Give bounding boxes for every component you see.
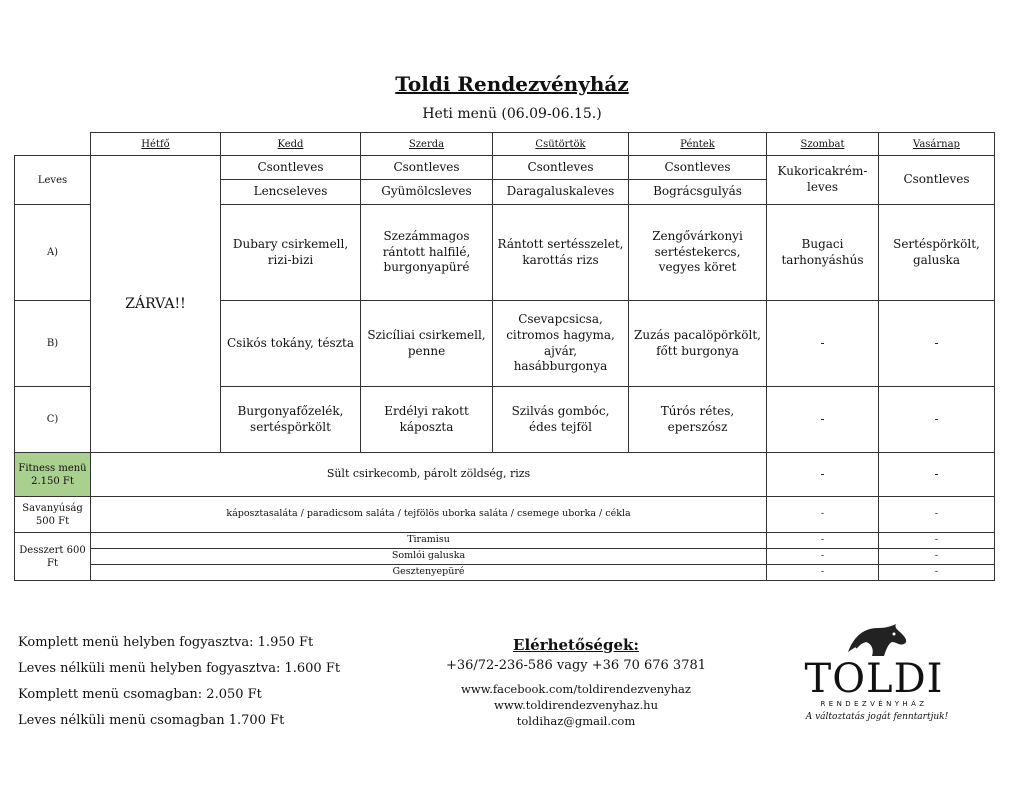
monday-closed: ZÁRVA!! <box>91 156 221 453</box>
menu-c-sunday: - <box>879 387 995 453</box>
dessert-2-saturday: - <box>767 549 879 565</box>
row-label-b: B) <box>15 301 91 387</box>
contact-phone: +36/72-236-586 vagy +36 70 676 3781 <box>445 658 707 673</box>
fitness-saturday: - <box>767 453 879 497</box>
fitness-sunday: - <box>879 453 995 497</box>
soup-tuesday-1: Csontleves <box>221 156 361 180</box>
table-row <box>15 497 995 533</box>
menu-c-friday: Túrós rétes, eperszósz <box>629 387 767 453</box>
soup-saturday: Kukoricakrém-leves <box>767 156 879 205</box>
header-empty-cell <box>15 133 91 156</box>
menu-b-friday: Zuzás pacalöpörkölt, főtt burgonya <box>629 301 767 387</box>
day-header-tuesday: Kedd <box>221 133 361 156</box>
contact-heading: Elérhetőségek: <box>513 636 639 654</box>
dessert-1-saturday: - <box>767 533 879 549</box>
weekly-menu-table <box>14 132 995 581</box>
table-row <box>15 156 995 180</box>
table-row <box>15 453 995 497</box>
contact-block <box>440 636 712 729</box>
menu-a-tuesday: Dubary csirkemell, rizi-bizi <box>221 205 361 301</box>
day-header-sunday: Vasárnap <box>879 133 995 156</box>
menu-c-tuesday: Burgonyafőzelék, sertéspörkölt <box>221 387 361 453</box>
menu-a-sunday: Sertéspörkölt, galuska <box>879 205 995 301</box>
soup-tuesday-2: Lencseleves <box>221 180 361 205</box>
dessert-2-sunday: - <box>879 549 995 565</box>
contact-facebook[interactable]: www.facebook.com/toldirendezvenyhaz <box>461 682 691 696</box>
page-title: Toldi Rendezvényház <box>395 72 629 96</box>
dessert-3-saturday: - <box>767 565 879 581</box>
price-complete-takeaway: Komplett menü csomagban: 2.050 Ft <box>18 687 262 702</box>
disclaimer-note: A változtatás jogát fenntartjuk! <box>805 712 949 722</box>
table-header-row <box>15 133 995 156</box>
day-header-friday: Péntek <box>629 133 767 156</box>
menu-b-tuesday: Csikós tokány, tészta <box>221 301 361 387</box>
row-label-a: A) <box>15 205 91 301</box>
row-label-pickles: Savanyúság 500 Ft <box>15 497 91 533</box>
day-header-monday: Hétfő <box>91 133 221 156</box>
menu-b-wednesday: Szicíliai csirkemell, penne <box>361 301 493 387</box>
contact-website[interactable]: www.toldirendezvenyhaz.hu <box>493 698 658 712</box>
dessert-1: Tiramisu <box>91 533 767 549</box>
soup-friday-1: Csontleves <box>629 156 767 180</box>
pickles-items: káposztasaláta / paradicsom saláta / tejfölös uborka saláta / csemege uborka / cékla <box>91 497 767 533</box>
menu-b-saturday: - <box>767 301 879 387</box>
soup-wednesday-2: Gyümölcsleves <box>361 180 493 205</box>
soup-sunday: Csontleves <box>879 156 995 205</box>
menu-c-thursday: Szilvás gombóc, édes tejföl <box>493 387 629 453</box>
day-header-wednesday: Szerda <box>361 133 493 156</box>
soup-thursday-2: Daragaluskaleves <box>493 180 629 205</box>
menu-a-thursday: Rántott sertésszelet, karottás rizs <box>493 205 629 301</box>
row-label-c: C) <box>15 387 91 453</box>
price-no-soup-dine-in: Leves nélküli menü helyben fogyasztva: 1.600 Ft <box>18 661 341 676</box>
soup-wednesday-1: Csontleves <box>361 156 493 180</box>
price-no-soup-takeaway: Leves nélküli menü csomagban 1.700 Ft <box>18 713 285 728</box>
dessert-2: Somlói galuska <box>91 549 767 565</box>
table-row <box>15 549 995 565</box>
price-list <box>18 634 340 738</box>
day-header-thursday: Csütörtök <box>493 133 629 156</box>
row-label-dessert: Desszert 600 Ft <box>15 533 91 581</box>
logo-wordmark: TOLDI <box>804 656 944 702</box>
row-label-fitness: Fitness menü 2.150 Ft <box>15 453 91 497</box>
table-row <box>15 533 995 549</box>
dessert-3-sunday: - <box>879 565 995 581</box>
horse-head-icon <box>842 622 912 658</box>
soup-thursday-1: Csontleves <box>493 156 629 180</box>
menu-b-sunday: - <box>879 301 995 387</box>
price-complete-dine-in: Komplett menü helyben fogyasztva: 1.950 Ft <box>18 635 314 650</box>
menu-b-thursday: Csevapcsicsa, citromos hagyma, ajvár, hasábburgonya <box>493 301 629 387</box>
menu-a-saturday: Bugaci tarhonyáshús <box>767 205 879 301</box>
fitness-dish: Sült csirkecomb, párolt zöldség, rizs <box>91 453 767 497</box>
contact-email[interactable]: toldihaz@gmail.com <box>516 714 636 728</box>
soup-friday-2: Bográcsgulyás <box>629 180 767 205</box>
page-subtitle: Heti menü (06.09-06.15.) <box>422 106 602 122</box>
menu-c-saturday: - <box>767 387 879 453</box>
table-row <box>15 565 995 581</box>
menu-c-wednesday: Erdélyi rakott káposzta <box>361 387 493 453</box>
pickles-saturday: - <box>767 497 879 533</box>
menu-a-friday: Zengővárkonyi sertéstekercs, vegyes köret <box>629 205 767 301</box>
dessert-1-sunday: - <box>879 533 995 549</box>
logo-subtitle: RENDEZVÉNYHÁZ <box>820 700 928 708</box>
pickles-sunday: - <box>879 497 995 533</box>
menu-a-wednesday: Szezámmagos rántott halfilé, burgonyapüré <box>361 205 493 301</box>
row-label-soup: Leves <box>15 156 91 205</box>
toldi-logo <box>802 622 952 732</box>
day-header-saturday: Szombat <box>767 133 879 156</box>
dessert-3: Gesztenyepüré <box>91 565 767 581</box>
